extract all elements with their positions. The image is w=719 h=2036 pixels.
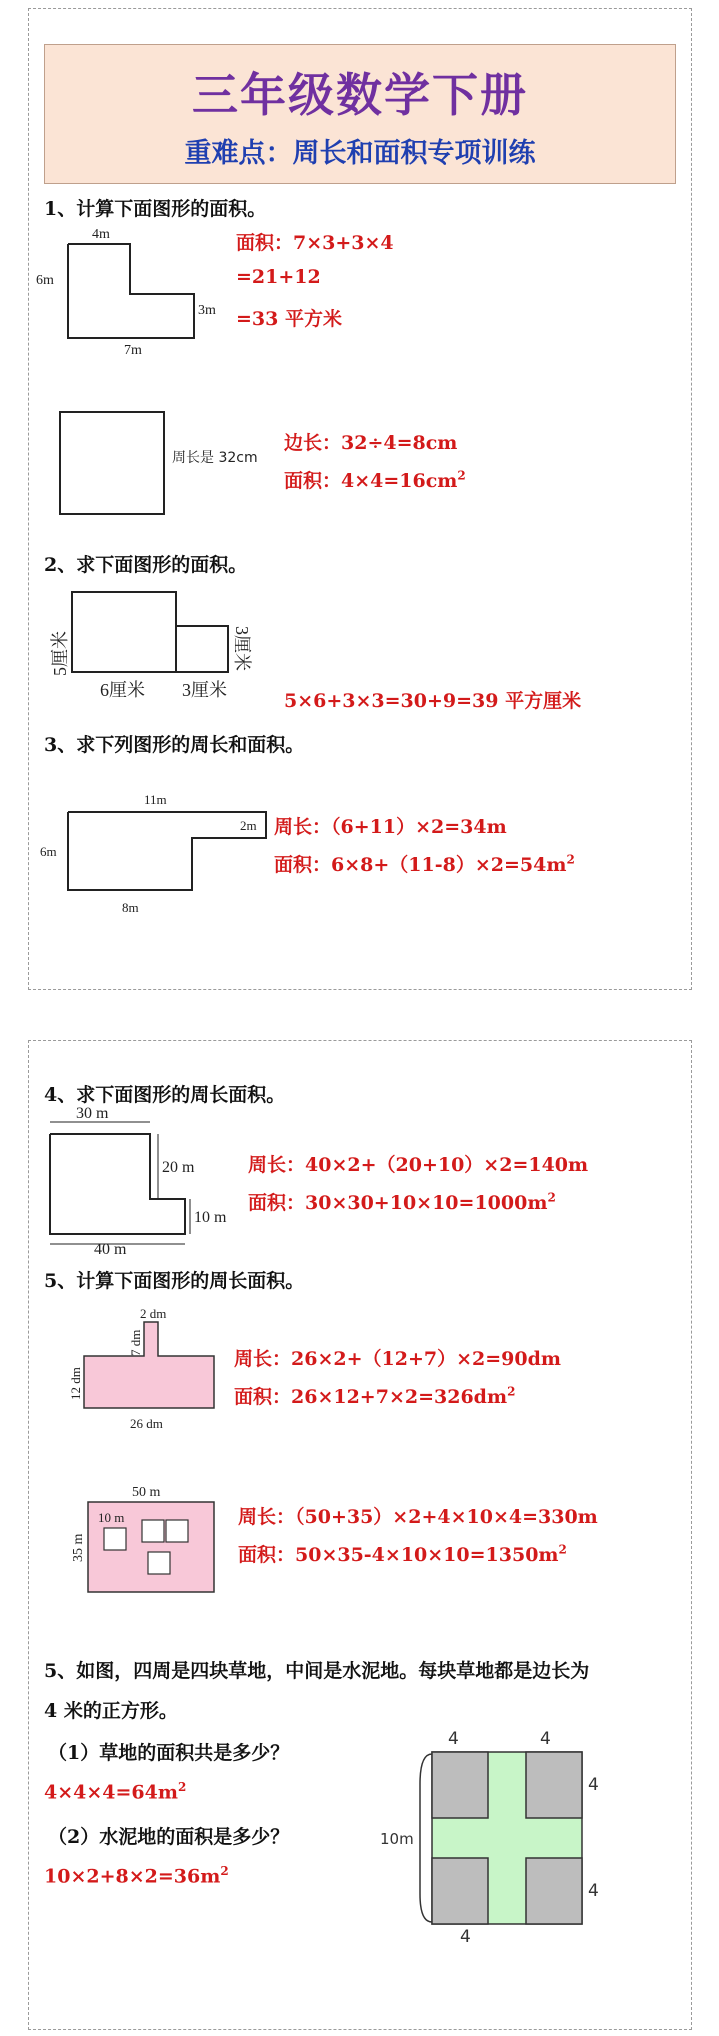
title-banner xyxy=(44,44,676,184)
question-4: 4、求下面图形的周长面积。 xyxy=(44,1084,286,1106)
figure-5b-rect-with-holes xyxy=(66,1480,236,1596)
fig3-bottom-label: 8m xyxy=(122,900,139,915)
question-6-line-2: 4 米的正方形。 xyxy=(44,1700,178,1722)
figure-5a-t-shape xyxy=(68,1304,234,1434)
question-6-sub-2: （2）水泥地的面积是多少？ xyxy=(48,1826,290,1848)
fig6-bottom-label: 4 xyxy=(460,1927,471,1947)
figure-6-lawn-and-cement xyxy=(376,1724,606,1956)
answer-5a-perimeter: 周长：26×2+（12+7）×2=90dm xyxy=(234,1348,561,1370)
fig2-left-label: 5厘米 xyxy=(50,631,70,676)
fig6-left-label: 10m xyxy=(380,1830,414,1848)
fig1a-left-label: 6m xyxy=(36,273,54,288)
fig4-top-label: 30 m xyxy=(76,1105,109,1122)
fig1b-perimeter-label: 周长是 32cm xyxy=(172,450,258,466)
fig6-top-left-label: 4 xyxy=(448,1729,459,1749)
fig1a-right-label: 3m xyxy=(198,303,216,318)
answer-1b-line-2: 面积：$4\times 4=16cm^2$ xyxy=(284,468,466,492)
question-3: 3、求下列图形的周长和面积。 xyxy=(44,734,305,756)
page-subtitle: 重难点：周长和面积专项训练 xyxy=(184,138,536,169)
fig1a-bottom-label: 7m xyxy=(124,343,142,358)
answer-4-area: 面积：$30\times 30+10\times 10=1000m^2$ xyxy=(248,1190,556,1214)
fig6-top-right-label: 4 xyxy=(540,1729,551,1749)
fig5a-stem-label: 7 dm xyxy=(128,1329,143,1356)
answer-5b-perimeter: 周长：（50+35）×2+4×10×4=330m xyxy=(238,1506,598,1528)
answer-2: 5×6+3×3=30+9=39 平方厘米 xyxy=(284,690,582,712)
fig4-bottom-label: 40 m xyxy=(94,1241,127,1258)
question-6-sub-1: （1）草地的面积共是多少？ xyxy=(48,1742,290,1764)
figure-1a-l-shape xyxy=(36,226,226,356)
fig3-right-label: 2m xyxy=(240,818,257,833)
fig2-bottom-left-label: 6厘米 xyxy=(100,680,145,700)
answer-5a-area: 面积：$26\times 12+7\times 2=326dm^2$ xyxy=(234,1384,516,1408)
fig6-right-top-label: 4 xyxy=(588,1775,599,1795)
fig2-bottom-right-label: 3厘米 xyxy=(182,680,227,700)
figure-2-composite-rect xyxy=(36,586,286,706)
figure-3-l-shape xyxy=(40,790,270,920)
answer-6-sub-1: $4\times 4\times 4=64m^2$ xyxy=(44,1780,187,1804)
fig5a-left-label: 12 dm xyxy=(68,1367,83,1400)
question-1: 1、计算下面图形的面积。 xyxy=(44,198,267,220)
page-title: 三年级数学下册 xyxy=(192,68,528,122)
answer-1a-line-3: =33 平方米 xyxy=(236,308,342,330)
answer-6-sub-2: $10\times 2+8\times 2=36m^2$ xyxy=(44,1864,229,1888)
fig5a-top-label: 2 dm xyxy=(140,1306,167,1321)
answer-3-area: 面积：$6\times 8+(11-8)\times 2=54m^2$ xyxy=(274,852,575,876)
question-5: 5、计算下面图形的周长面积。 xyxy=(44,1270,305,1292)
fig2-right-label: 3厘米 xyxy=(232,626,252,671)
fig4-mid-label: 20 m xyxy=(162,1159,195,1176)
figure-4-l-shape xyxy=(40,1106,250,1256)
question-6-line-1: 5、如图，四周是四块草地，中间是水泥地。每块草地都是边长为 xyxy=(44,1660,590,1682)
answer-5b-area: 面积：$50\times 35-4\times 10\times 10=1350m^2$ xyxy=(238,1542,567,1566)
fig6-right-bottom-label: 4 xyxy=(588,1881,599,1901)
fig5b-top-label: 50 m xyxy=(132,1485,161,1500)
fig5b-left-label: 35 m xyxy=(71,1533,86,1562)
fig1a-top-label: 4m xyxy=(92,227,110,242)
answer-1a-line-1: 面积：7×3+3×4 xyxy=(236,232,394,254)
answer-4-perimeter: 周长：40×2+（20+10）×2=140m xyxy=(248,1154,589,1176)
figure-1b-square xyxy=(58,410,278,520)
answer-1b-line-1: 边长：32÷4=8cm xyxy=(284,432,458,454)
fig3-left-label: 6m xyxy=(40,844,57,859)
fig5a-bottom-label: 26 dm xyxy=(130,1416,163,1431)
fig5b-inner-label: 10 m xyxy=(98,1510,125,1525)
answer-1a-line-2: =21+12 xyxy=(236,266,321,288)
answer-3-perimeter: 周长：（6+11）×2=34m xyxy=(274,816,507,838)
fig4-right-label: 10 m xyxy=(194,1209,227,1226)
question-2: 2、求下面图形的面积。 xyxy=(44,554,248,576)
fig3-top-label: 11m xyxy=(144,792,167,807)
